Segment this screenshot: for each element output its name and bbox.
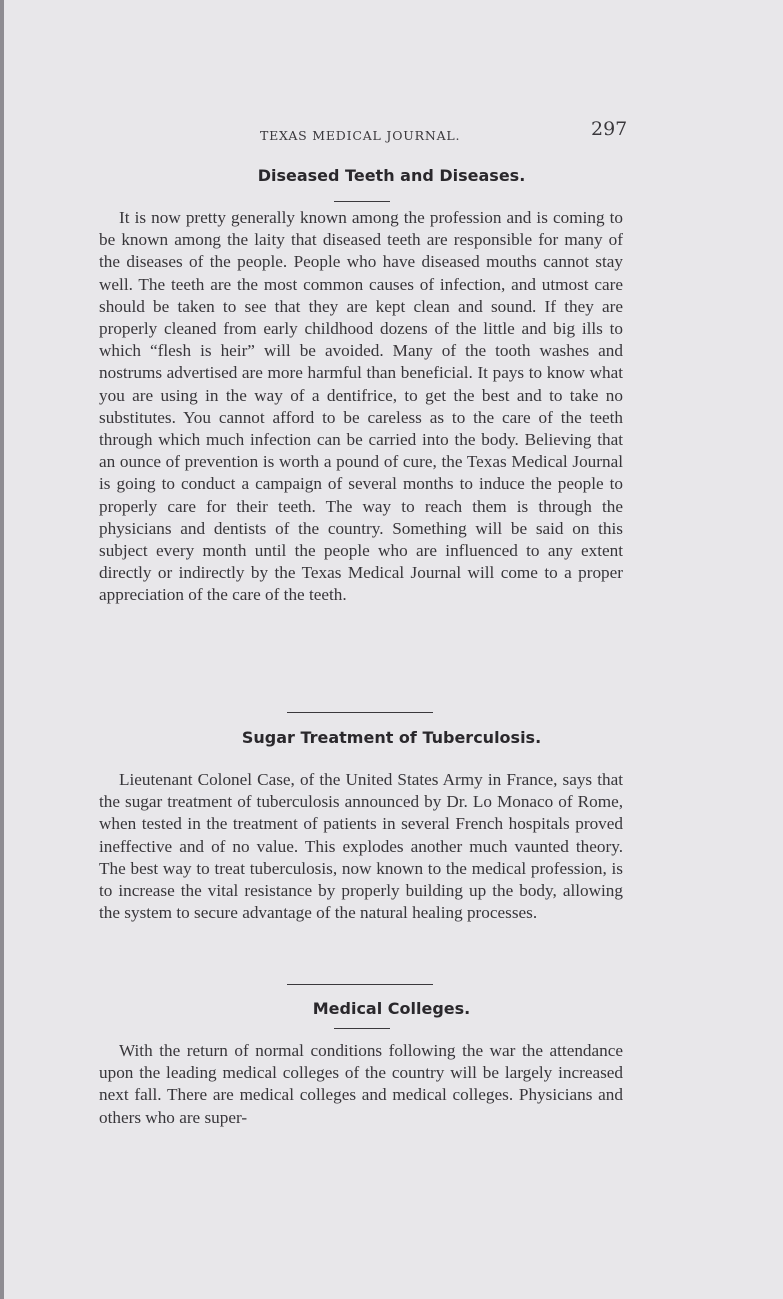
article-title-diseased-teeth: Diseased Teeth and Diseases. — [257, 166, 526, 185]
article-body-medical-colleges: With the return of normal conditions following the war the attendance upon the leading medical colleges of the country will be largely increased next fall. There are medical colleges and medical colleges. Physicians and others who are super- — [99, 1041, 623, 1127]
article-body-sugar-treatment: Lieutenant Colonel Case, of the United States Army in France, says that the sugar treatment of tuberculosis announced by Dr. Lo Monaco of Rome, when tested in the treatment of patients in several French hospitals proved ineffective and of no value. This explodes another much vaunted theory. The best way to treat tuberculosis, now known to the medical profession, is to increase the vital resistance by properly building up the body, allowing the system to secure advantage of the natural healing processes. — [99, 770, 623, 923]
running-head: TEXAS MEDICAL JOURNAL. — [260, 128, 461, 143]
article-title-medical-colleges: Medical Colleges. — [312, 999, 471, 1018]
title-rule-1 — [334, 201, 390, 202]
article-body-diseased-teeth: It is now pretty generally known among the profession and is coming to be known among the laity that diseased teeth are responsible for many of the diseases of the people. People who have diseased mouths cannot stay well. The teeth are the most common causes of infection, and utmost care should be taken to see that they are kept clean and sound. If they are properly cleaned from early childhood dozens of the little and big ills to which “flesh is heir” will be avoided. Many of the tooth washes and nostrums advertised are more harmful than beneficial. It pays to know what you are using in the way of a dentifrice, to get the best and to take no substitutes. You cannot afford to be careless as to the care of the teeth through which much infection can be carried into the body. Believing that an ounce of prevention is worth a pound of cure, the Texas Medical Journal is going to conduct a campaign of several months to induce the people to properly care for their teeth. The way to reach them is through the physicians and dentists of the country. Something will be said on this subject every month until the people who are influenced to any extent directly or indirectly by the Texas Medical Journal will come to a proper appreciation of the care of the teeth. — [99, 208, 623, 605]
title-rule-3 — [334, 1028, 390, 1029]
page-number: 297 — [591, 118, 628, 140]
article-title-sugar-treatment: Sugar Treatment of Tuberculosis. — [241, 728, 542, 747]
section-divider-2 — [287, 984, 433, 985]
section-divider-1 — [287, 712, 433, 713]
